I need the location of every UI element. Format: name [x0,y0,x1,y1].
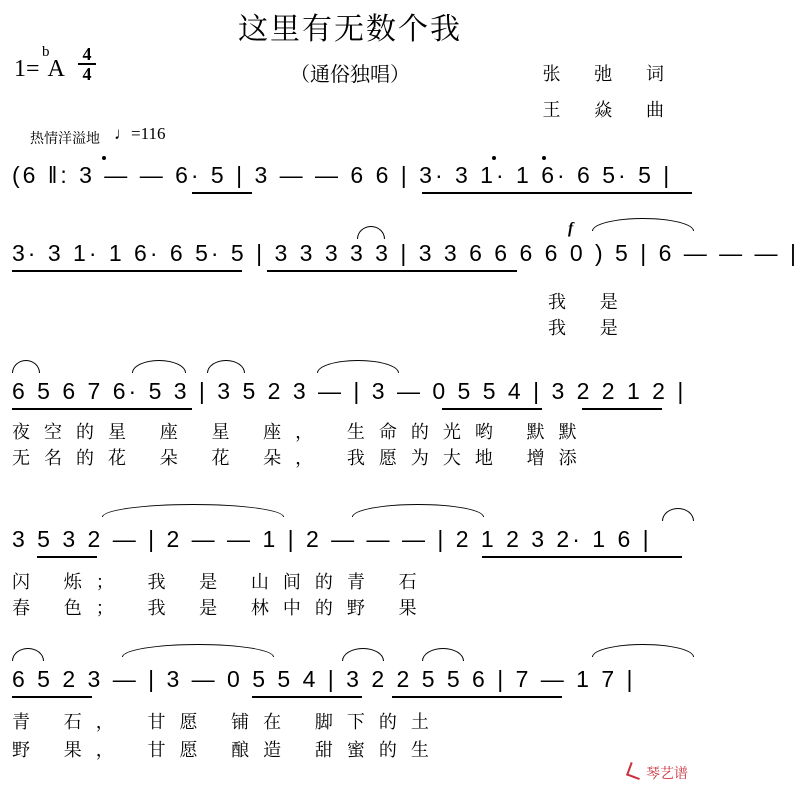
key-prefix: 1= [14,56,40,82]
logo-icon [626,762,644,780]
notation-line: 3 5 3 2 — | 2 — — 1 | 2 — — — | 2 1 2 3 2· 1 6 | [12,526,652,552]
score-system-1 [12,162,692,192]
slur [12,360,40,373]
song-title: 这里有无数个我 [238,12,462,47]
slur [422,648,464,661]
slur [352,504,484,517]
octave-dot [492,156,496,160]
score-system-2 [12,240,799,270]
lyric-line-1: 夜空的星 座 星 座， 生命的光哟 默默 [12,422,591,443]
slur [102,504,284,517]
beam [392,696,562,698]
score-system-5 [12,666,692,696]
beam [12,408,192,410]
slur [592,644,694,657]
slur [122,644,274,657]
notation-line: 6 5 2 3 — | 3 — 0 5 5 4 | 3 2 2 5 5 6 | 7 — 1 7 | [12,666,636,692]
score-system-3 [12,378,692,408]
beam [37,556,97,558]
expression-mark: 热情洋溢地 [30,131,100,147]
slur [207,360,245,373]
lyricist-credit: 张 弛 词 [542,64,678,85]
lyric-line-1: 闪 烁； 我 是 山间的青 石 [12,572,431,593]
tempo-mark: ♩=116 [114,124,166,143]
slur [12,648,44,661]
composer-credit: 王 焱 曲 [542,100,678,121]
beam [442,408,542,410]
notation-line: 6 5 6 7 6· 5 3 | 3 5 2 3 — | 3 — 0 5 5 4 | 3 2 2 1 2 | [12,378,687,404]
slur [132,360,186,373]
octave-dot [102,156,106,160]
tie [357,226,385,239]
meter-top: 4 [82,44,92,64]
key-signature [14,44,65,83]
score-system-4 [12,526,692,556]
octave-dot [542,156,546,160]
beam [252,696,362,698]
watermark-text: 琴艺谱 [646,766,688,782]
lyric-line-2: 无名的花 朵 花 朵， 我愿为大地 增添 [12,448,591,469]
dynamic-mark: f [568,220,574,237]
notation-line: (6 ‖: 3 — — 6· 5 | 3 — — 6 6 | 3· 3 1· 1 6· 6 5· 5 | [12,162,673,188]
lyric-line-1: 我 是 [548,292,632,313]
key-note: A [47,56,65,82]
slur [317,360,399,373]
beam [12,270,242,272]
lyric-line-1: 青 石， 甘愿 铺在 脚下的土 [12,712,443,733]
beam [482,556,682,558]
beam [582,408,662,410]
beam [192,192,252,194]
key-flat: b [42,44,50,60]
meter-bottom: 4 [82,64,92,84]
lyric-line-2: 野 果， 甘愿 酿造 甜蜜的生 [12,740,443,761]
slur [592,218,694,231]
lyric-line-2: 春 色； 我 是 林中的野 果 [12,598,431,619]
slur [662,508,694,521]
beam [12,696,92,698]
lyric-line-2: 我 是 [548,318,632,339]
song-subtitle: （通俗独唱） [290,62,410,86]
watermark-logo [628,763,688,783]
slur [342,648,384,661]
beam [422,192,692,194]
beam [267,270,517,272]
notation-line: 3· 3 1· 1 6· 6 5· 5 | 3 3 3 3 3 | 3 3 6 6 6 6 0 ) 5 | 6 — — — | [12,240,799,266]
time-signature [78,46,96,82]
